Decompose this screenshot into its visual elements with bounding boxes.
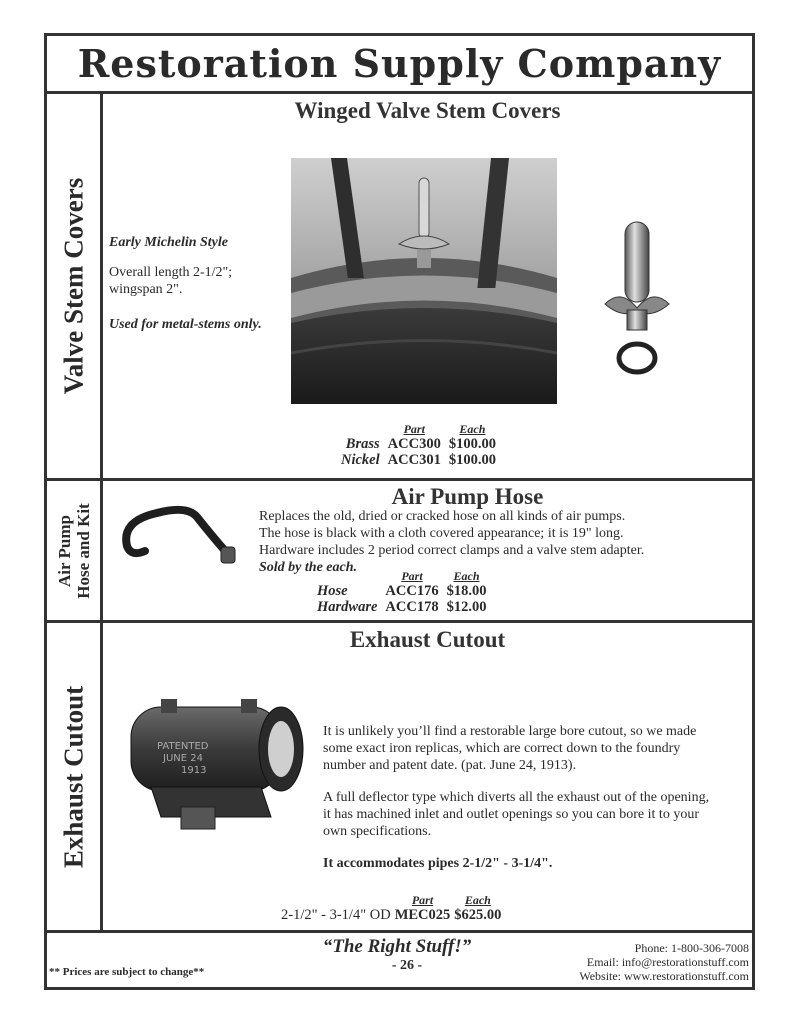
table-row [337, 436, 500, 452]
hose-line-3: Hardware includes 2 period correct clamps and a valve stem adapter. [259, 543, 645, 558]
contact-phone: Phone: 1-800-306-7008 [634, 941, 749, 955]
casting-text-3: 1913 [181, 765, 207, 776]
hose-row-part: ACC178 [385, 599, 439, 615]
section-valve-stem-covers [47, 94, 752, 481]
exhaust-para-3: It accommodates pipes 2-1/2" - 3-1/4". [323, 856, 553, 871]
contact-website: Website: www.restorationstuff.com [579, 969, 749, 983]
valve-row-price: $100.00 [448, 452, 496, 468]
valve-length: Overall length 2-1/2"; wingspan 2". [109, 265, 233, 297]
hose-sold: Sold by the each. [259, 560, 357, 575]
valve-row-label: Brass [345, 436, 380, 452]
hose-col-each: Each [453, 569, 480, 583]
exhaust-col-part: Part [411, 893, 434, 907]
exhaust-row-label: 2-1/2" - 3-1/4" OD [281, 907, 391, 923]
hose-row-part: ACC176 [385, 583, 439, 599]
hose-row-label: Hardware [317, 599, 378, 615]
exhaust-para-1: It is unlikely you’ll find a restorable large bore cutout, so we made some exact iron replicas, which are correct down to the foundry number and patent date. (pat. June 24, 1913). [323, 724, 697, 773]
valve-title: Winged Valve Stem Covers [294, 98, 561, 123]
casting-text-2: JUNE 24 [163, 753, 203, 764]
hose-photo [117, 491, 241, 571]
casting-text-1: PATENTED [157, 741, 209, 752]
valve-col-each: Each [459, 422, 486, 436]
side-label-exhaust: Exhaust Cutout [58, 685, 88, 868]
side-tab-exhaust [47, 623, 103, 930]
hose-line-2: The hose is black with a cloth covered appearance; it is 19" long. [259, 526, 624, 541]
table-row [313, 599, 490, 615]
exhaust-row-price: $625.00 [454, 907, 502, 923]
side-tab-hose [47, 481, 103, 620]
page-frame [44, 33, 755, 990]
hose-title: Air Pump Hose [391, 484, 544, 509]
side-label-hose [55, 503, 93, 598]
exhaust-title: Exhaust Cutout [349, 627, 506, 652]
valve-row-part: ACC300 [387, 436, 441, 452]
page-number: - 26 - [391, 958, 423, 973]
wheel-valve-photo [291, 158, 557, 404]
exhaust-row-part: MEC025 [394, 907, 451, 923]
exhaust-price-table [277, 893, 505, 923]
valve-row-price: $100.00 [448, 436, 496, 452]
company-title: Restoration Supply Company [77, 41, 722, 86]
contact-info [579, 941, 749, 983]
valve-price-table [337, 422, 500, 468]
hose-content [103, 481, 752, 620]
hose-col-part: Part [401, 569, 423, 583]
exhaust-cutout-photo [121, 697, 307, 837]
valve-cover-photo [601, 218, 673, 378]
exhaust-content [103, 623, 752, 930]
page-footer [47, 933, 752, 987]
prices-note: ** Prices are subject to change** [49, 966, 205, 978]
valve-note: Used for metal-stems only. [109, 317, 262, 332]
valve-content [103, 94, 752, 478]
table-row [277, 907, 505, 923]
exhaust-para-2: A full deflector type which diverts all the exhaust out of the opening, it has machined inlet and outlet openings so you can bore it to your own specifications. [323, 790, 710, 839]
hose-row-price: $12.00 [446, 599, 487, 615]
footer-slogan: “The Right Stuff!” [322, 936, 472, 957]
side-label-hose-2: Hose and Kit [73, 502, 93, 599]
section-exhaust-cutout [47, 623, 752, 933]
table-row [337, 452, 500, 468]
exhaust-col-each: Each [464, 893, 491, 907]
side-tab-valve [47, 94, 103, 478]
contact-email: Email: info@restorationstuff.com [586, 955, 749, 969]
side-label-hose-1: Air Pump [54, 514, 74, 587]
table-row [313, 583, 490, 599]
valve-style: Early Michelin Style [109, 235, 228, 250]
page-header [47, 36, 752, 94]
valve-col-part: Part [403, 422, 425, 436]
hose-row-price: $18.00 [446, 583, 487, 599]
section-air-pump-hose [47, 481, 752, 623]
side-label-valve: Valve Stem Covers [58, 177, 88, 395]
hose-price-table [313, 569, 490, 615]
hose-line-1: Replaces the old, dried or cracked hose on all kinds of air pumps. [259, 509, 626, 524]
hose-row-label: Hose [317, 583, 348, 599]
valve-row-label: Nickel [341, 452, 380, 468]
valve-row-part: ACC301 [387, 452, 441, 468]
